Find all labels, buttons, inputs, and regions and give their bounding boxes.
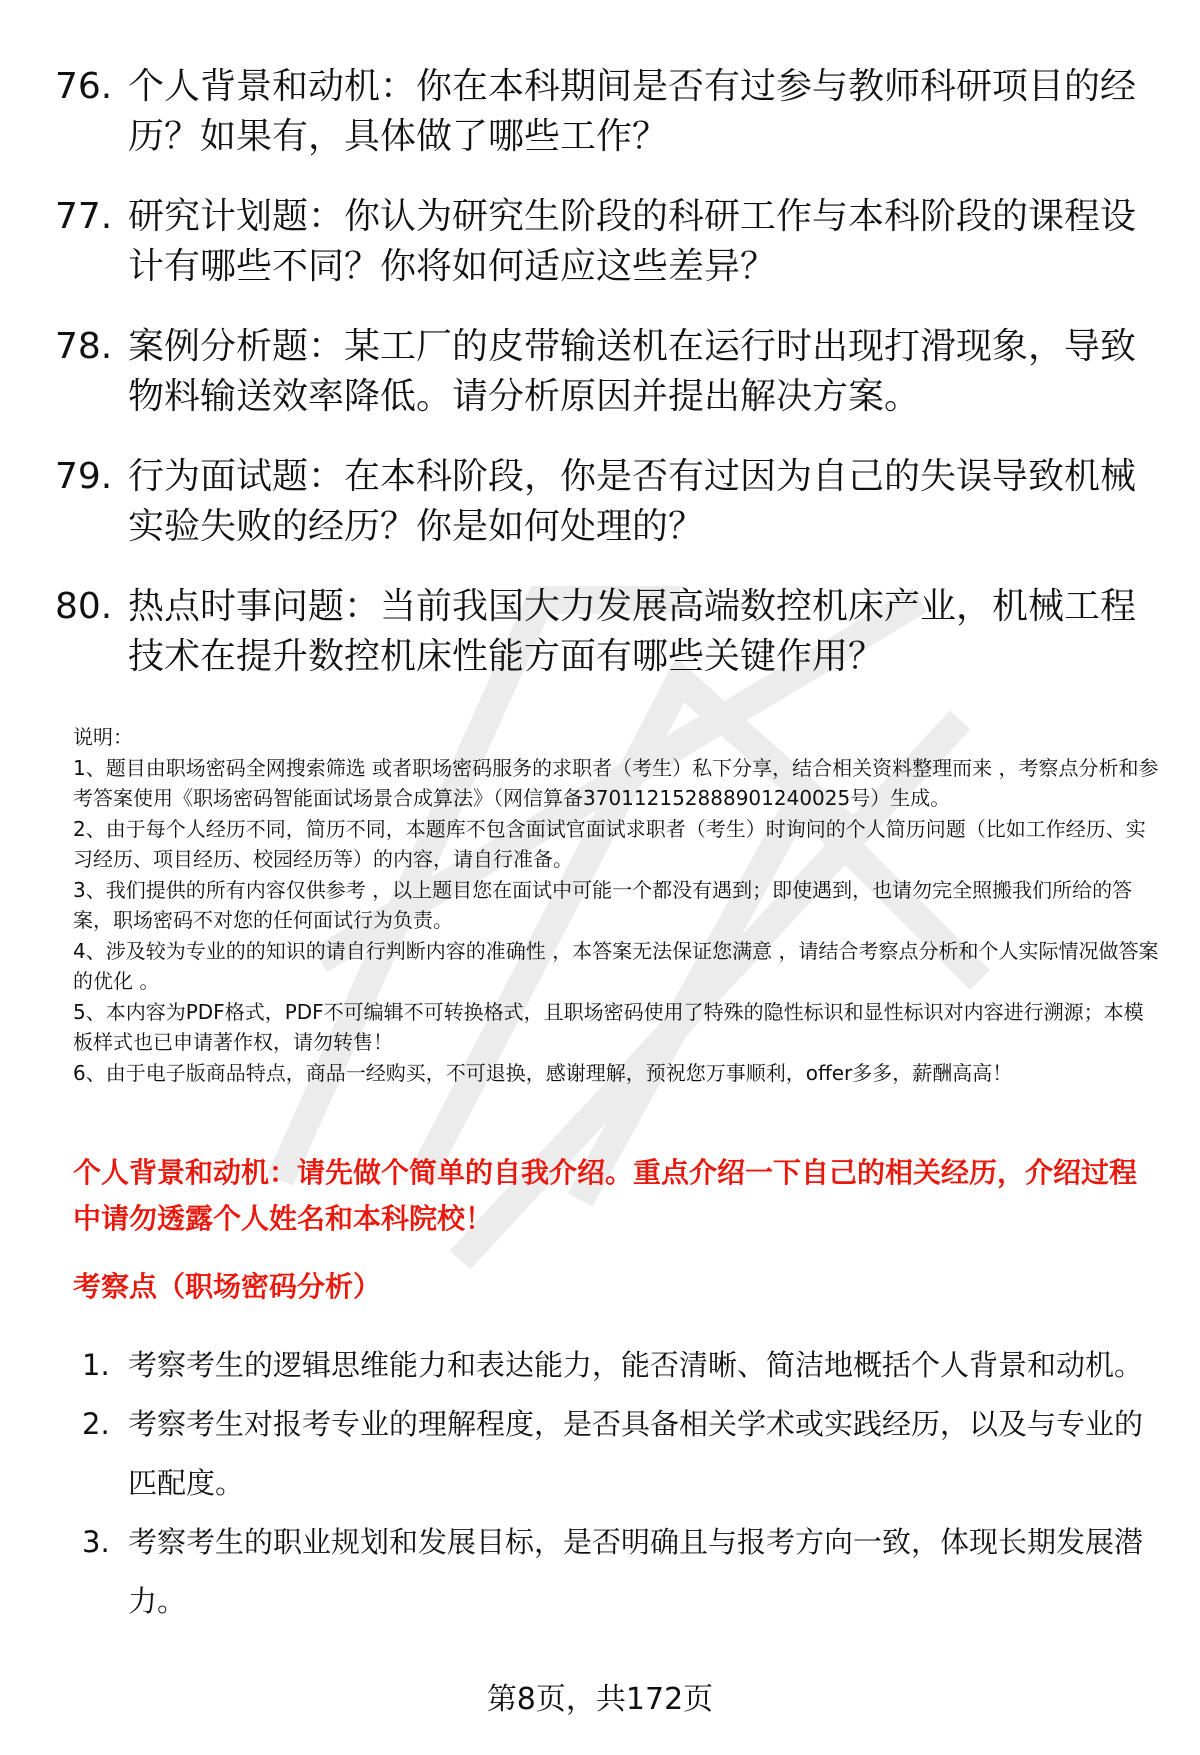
note-item: 5、本内容为PDF格式，PDF不可编辑不可转换格式，且职场密码使用了特殊的隐性标识和显性标识对内容进行溯源；本模板样式也已申请著作权，请勿转售！ bbox=[73, 999, 1144, 1054]
point-text: 考察考生的职业规划和发展目标，是否明确且与报考方向一致，体现长期发展潜力。 bbox=[128, 1525, 1144, 1618]
analysis-points bbox=[82, 1336, 1157, 1631]
note-item: 4、涉及较为专业的的知识的请自行判断内容的准确性 ，本答案无法保证您满意 ，请结合考察点分析和个人实际情况做答案的优化 。 bbox=[73, 938, 1159, 993]
point-number: 2. bbox=[82, 1407, 110, 1441]
point-text: 考察考生对报考专业的理解程度，是否具备相关学术或实践经历，以及与专业的匹配度。 bbox=[128, 1407, 1144, 1500]
question-number: 79. bbox=[55, 456, 113, 497]
note-item: 1、题目由职场密码全网搜索筛选 或者职场密码服务的求职者（考生）私下分享，结合相关资料整理而来 ，考察点分析和参考答案使用《职场密码智能面试场景合成算法》（网信算备370112152888901240025号）生成。 bbox=[73, 755, 1159, 810]
point-number: 3. bbox=[82, 1525, 110, 1559]
analysis-point bbox=[82, 1395, 1157, 1513]
question-item bbox=[55, 322, 1145, 422]
question-list bbox=[55, 62, 1145, 712]
question-number: 80. bbox=[55, 586, 113, 627]
notes-section bbox=[73, 722, 1163, 1088]
note-item: 3、我们提供的所有内容仅供参考 ，以上题目您在面试中可能一个都没有遇到；即使遇到，也请勿完全照搬我们所给的答案，职场密码不对您的任何面试行为负责。 bbox=[73, 877, 1133, 932]
page-number: 第8页，共172页 bbox=[486, 1682, 714, 1717]
analysis-point bbox=[82, 1336, 1157, 1395]
question-text: 个人背景和动机：你在本科期间是否有过参与教师科研项目的经历？如果有，具体做了哪些工作？ bbox=[128, 66, 1137, 157]
point-text: 考察考生的逻辑思维能力和表达能力，能否清晰、简洁地概括个人背景和动机。 bbox=[128, 1348, 1144, 1382]
question-text: 研究计划题：你认为研究生阶段的科研工作与本科阶段的课程设计有哪些不同？你将如何适应这些差异？ bbox=[128, 196, 1137, 287]
question-item bbox=[55, 192, 1145, 292]
note-item: 6、由于电子版商品特点，商品一经购买，不可退换，感谢理解，预祝您万事顺利，offer多多，薪酬高高！ bbox=[73, 1060, 1013, 1085]
question-number: 76. bbox=[55, 66, 113, 107]
question-item bbox=[55, 62, 1145, 162]
question-text: 案例分析题：某工厂的皮带输送机在运行时出现打滑现象，导致物料输送效率降低。请分析原因并提出解决方案。 bbox=[128, 326, 1137, 417]
question-item bbox=[55, 582, 1145, 682]
question-text: 热点时事问题：当前我国大力发展高端数控机床产业，机械工程技术在提升数控机床性能方面有哪些关键作用？ bbox=[128, 586, 1137, 677]
note-item: 2、由于每个人经历不同，简历不同，本题库不包含面试官面试求职者（考生）时询问的个人简历问题（比如工作经历、实习经历、项目经历、校园经历等）的内容，请自行准备。 bbox=[73, 816, 1146, 871]
point-number: 1. bbox=[82, 1348, 110, 1382]
question-number: 78. bbox=[55, 326, 113, 367]
question-number: 77. bbox=[55, 196, 113, 237]
question-text: 行为面试题：在本科阶段，你是否有过因为自己的失误导致机械实验失败的经历？你是如何处理的？ bbox=[128, 456, 1137, 547]
question-item bbox=[55, 452, 1145, 552]
section-subtitle: 考察点（职场密码分析） bbox=[73, 1270, 382, 1303]
notes-heading: 说明： bbox=[73, 725, 133, 749]
analysis-point bbox=[82, 1513, 1157, 1631]
section-title: 个人背景和动机：请先做个简单的自我介绍。重点介绍一下自己的相关经历，介绍过程中请勿透露个人姓名和本科院校！ bbox=[73, 1156, 1138, 1235]
